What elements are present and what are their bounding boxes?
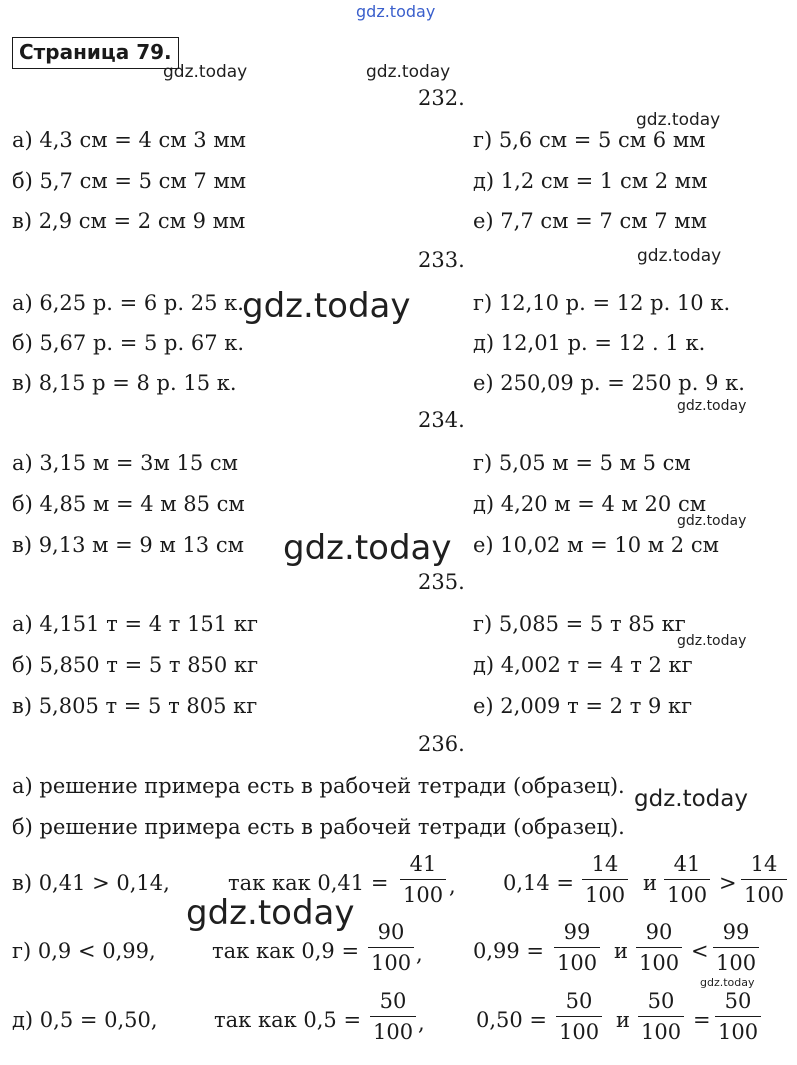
denominator: 100 (744, 883, 785, 907)
numerator: 50 (556, 986, 602, 1017)
conjunction: и (643, 871, 657, 895)
watermark: gdz.today (637, 246, 722, 266)
answer-line: в) 8,15 р = 8 р. 15 к. (12, 371, 237, 395)
answer-line: а) решение примера есть в рабочей тетради (образец). (12, 774, 625, 798)
fraction (634, 917, 684, 978)
problem-number: 234. (418, 408, 465, 432)
comparison-reason: так как 0,9 = (212, 939, 360, 963)
numerator: 41 (664, 849, 710, 880)
answer-line: д) 4,20 м = 4 м 20 см (473, 492, 707, 516)
watermark: gdz.today (636, 110, 721, 130)
fraction (636, 986, 686, 1047)
denominator: 100 (718, 1020, 759, 1044)
watermark: gdz.today (163, 62, 248, 82)
denominator: 100 (641, 1020, 682, 1044)
denominator: 100 (716, 951, 757, 975)
answer-line: е) 7,7 см = 7 см 7 мм (473, 209, 707, 233)
decimal-expression: 0,99 = (473, 939, 545, 963)
problem-number: 235. (418, 570, 465, 594)
answer-line: б) 5,67 р. = 5 р. 67 к. (12, 331, 245, 355)
answer-line: в) 9,13 м = 9 м 13 см (12, 533, 244, 557)
numerator: 41 (400, 849, 446, 880)
denominator: 100 (585, 883, 626, 907)
denominator: 100 (371, 951, 412, 975)
problem-number: 232. (418, 86, 465, 110)
comparison-operator: > (719, 871, 737, 895)
answer-line: г) 12,10 р. = 12 р. 10 к. (473, 291, 731, 315)
fraction (366, 917, 416, 978)
answer-line: е) 2,009 т = 2 т 9 кг (473, 694, 693, 718)
decimal-expression: 0,50 = (476, 1008, 548, 1032)
conjunction: и (614, 939, 628, 963)
numerator: 14 (582, 849, 628, 880)
answer-line: а) 4,3 см = 4 см 3 мм (12, 128, 247, 152)
denominator: 100 (667, 883, 708, 907)
denominator: 100 (559, 1020, 600, 1044)
answer-line: б) 5,850 т = 5 т 850 кг (12, 653, 259, 677)
comparison-lead: д) 0,5 = 0,50, (12, 1008, 158, 1032)
fraction (711, 917, 761, 978)
comma: , (418, 1011, 425, 1035)
denominator: 100 (373, 1020, 414, 1044)
numerator: 99 (713, 917, 759, 948)
problem-number: 236. (418, 732, 465, 756)
numerator: 99 (554, 917, 600, 948)
page-title: Страница 79. (12, 37, 179, 69)
watermark-top: gdz.today (356, 2, 436, 21)
comma: , (416, 942, 423, 966)
comparison-operator: < (691, 939, 709, 963)
numerator: 50 (638, 986, 684, 1017)
answer-line: г) 5,05 м = 5 м 5 см (473, 451, 691, 475)
comparison-operator: = (693, 1008, 711, 1032)
comma: , (449, 874, 456, 898)
watermark: gdz.today (283, 528, 452, 568)
watermark: gdz.today (700, 976, 755, 989)
fraction (739, 849, 789, 910)
denominator: 100 (639, 951, 680, 975)
comparison-lead: г) 0,9 < 0,99, (12, 939, 156, 963)
watermark: gdz.today (366, 62, 451, 82)
answer-line: д) 4,002 т = 4 т 2 кг (473, 653, 693, 677)
answer-line: д) 1,2 см = 1 см 2 мм (473, 169, 708, 193)
watermark: gdz.today (186, 893, 355, 933)
watermark: gdz.today (677, 513, 747, 529)
denominator: 100 (557, 951, 598, 975)
fraction (398, 849, 448, 910)
comparison-lead: в) 0,41 > 0,14, (12, 871, 170, 895)
comparison-reason: так как 0,5 = (214, 1008, 362, 1032)
answer-line: д) 12,01 р. = 12 . 1 к. (473, 331, 706, 355)
numerator: 90 (368, 917, 414, 948)
answer-line: а) 6,25 р. = 6 р. 25 к. (12, 291, 244, 315)
watermark: gdz.today (677, 633, 747, 649)
numerator: 50 (370, 986, 416, 1017)
answer-line: г) 5,085 = 5 т 85 кг (473, 612, 686, 636)
watermark: gdz.today (242, 286, 411, 326)
answer-line: а) 3,15 м = 3м 15 см (12, 451, 238, 475)
answer-line: б) 5,7 см = 5 см 7 мм (12, 169, 247, 193)
conjunction: и (616, 1008, 630, 1032)
decimal-expression: 0,14 = (503, 871, 575, 895)
watermark: gdz.today (634, 786, 748, 812)
fraction (662, 849, 712, 910)
fraction (713, 986, 763, 1047)
denominator: 100 (403, 883, 444, 907)
fraction (580, 849, 630, 910)
comparison-reason: так как 0,41 = (228, 871, 389, 895)
answer-line: б) решение примера есть в рабочей тетради (образец). (12, 815, 625, 839)
answer-line: а) 4,151 т = 4 т 151 кг (12, 612, 258, 636)
fraction (368, 986, 418, 1047)
fraction (552, 917, 602, 978)
watermark: gdz.today (677, 398, 747, 414)
answer-line: в) 2,9 см = 2 см 9 мм (12, 209, 246, 233)
answer-line: г) 5,6 см = 5 см 6 мм (473, 128, 706, 152)
answer-line: б) 4,85 м = 4 м 85 см (12, 492, 245, 516)
numerator: 90 (636, 917, 682, 948)
answer-line: в) 5,805 т = 5 т 805 кг (12, 694, 258, 718)
answer-line: е) 250,09 р. = 250 р. 9 к. (473, 371, 745, 395)
problem-number: 233. (418, 248, 465, 272)
numerator: 14 (741, 849, 787, 880)
fraction (554, 986, 604, 1047)
numerator: 50 (715, 986, 761, 1017)
answer-line: е) 10,02 м = 10 м 2 см (473, 533, 719, 557)
